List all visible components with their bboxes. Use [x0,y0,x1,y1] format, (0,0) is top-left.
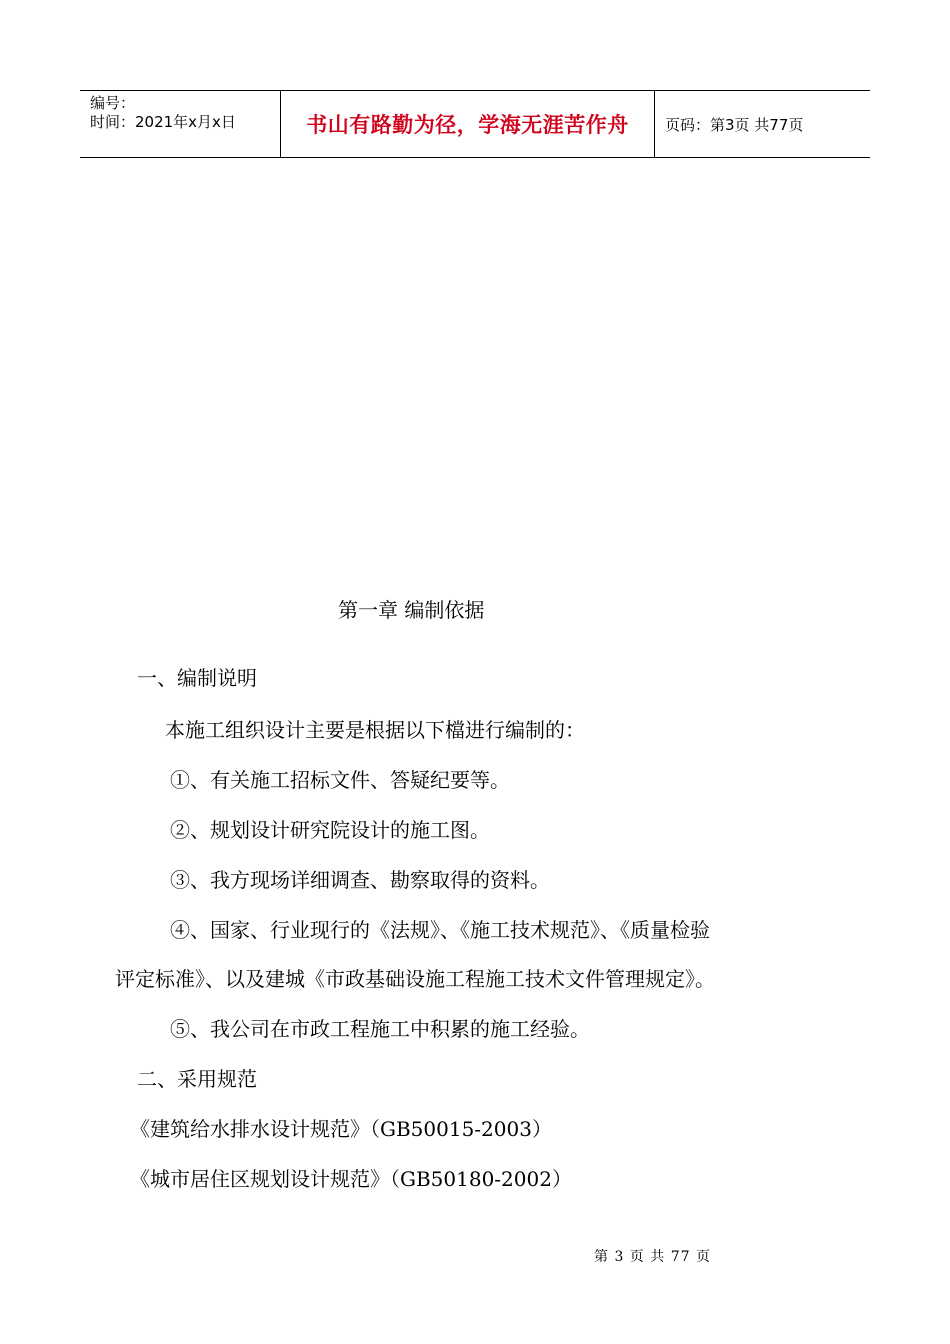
chapter-title: 第一章 编制依据 [338,598,485,622]
section-intro: 本施工组织设计主要是根据以下檔进行编制的： [165,718,585,742]
header-meta-cell [80,91,281,157]
list-item-2: ②、规划设计研究院设计的施工图。 [170,818,490,842]
spec-item-2: 《城市居住区规划设计规范》（GB50180-2002） [130,1167,572,1191]
list-item-5: ⑤、我公司在市政工程施工中积累的施工经验。 [170,1017,590,1041]
header-page-info: 页码：第3页 共77页 [665,115,804,134]
list-item-3: ③、我方现场详细调查、勘察取得的资料。 [170,868,550,892]
list-item-4-line-1: ④、国家、行业现行的《法规》、《施工技术规范》、《质量检验 [170,918,710,942]
list-item-1: ①、有关施工招标文件、答疑纪要等。 [170,768,510,792]
page-footer: 第 3 页 共 77 页 [594,1249,711,1265]
time-label: 时间：2021年x月x日 [90,113,236,131]
section-heading-1: 一、编制说明 [137,666,257,690]
document-header [80,90,870,158]
list-item-4-line-2: 评定标准》、以及建城《市政基础设施工程施工技术文件管理规定》。 [115,967,715,991]
section-heading-2: 二、采用规范 [137,1067,257,1091]
serial-number-label: 编号： [90,94,136,112]
header-motto: 书山有路勤为径，学海无涯苦作舟 [281,91,655,157]
spec-item-1: 《建筑给水排水设计规范》（GB50015-2003） [130,1117,552,1141]
